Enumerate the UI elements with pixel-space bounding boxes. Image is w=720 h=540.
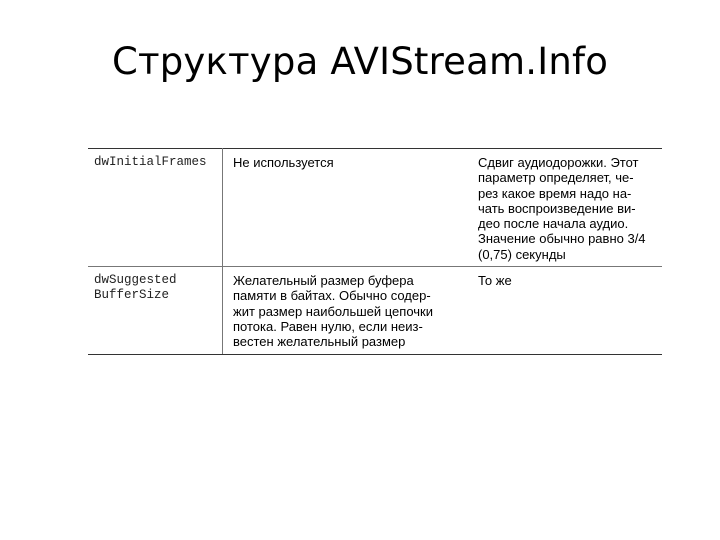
video-description-line: потока. Равен нулю, если неиз-: [233, 318, 423, 334]
video-description-line: вестен желательный размер: [233, 334, 406, 350]
audio-description-line: Значение обычно равно 3/4: [478, 231, 646, 247]
audio-description-cell: [468, 149, 662, 267]
slide-title: Структура AVIStream.Info: [111, 40, 609, 83]
audio-description-line: чать воспроизведение ви-: [478, 200, 636, 216]
table-row-initial-frames: [88, 149, 662, 267]
audio-description-line: део после начала аудио.: [478, 216, 629, 232]
field-name-cell: [88, 267, 223, 354]
field-name-cell: [88, 149, 223, 267]
audio-description-cell: [468, 267, 662, 354]
field-name-line: dwInitialFrames: [94, 155, 207, 169]
audio-description-line: (0,75) секунды: [478, 246, 566, 262]
video-description-line: жит размер наибольшей цепочки: [233, 303, 433, 319]
video-description-line: Не используется: [233, 155, 334, 170]
audio-description-line: То же: [478, 273, 512, 289]
audio-description-line: рез какое время надо на-: [478, 185, 632, 201]
audio-description-line: Сдвиг аудиодорожки. Этот: [478, 155, 639, 170]
video-description-cell: [223, 149, 469, 267]
parameter-table: [88, 148, 662, 355]
field-name-line: BufferSize: [94, 288, 170, 303]
video-description-line: памяти в байтах. Обычно содер-: [233, 288, 431, 304]
audio-description-line: параметр определяет, че-: [478, 170, 634, 186]
table-row-suggested-buffer-size: [88, 267, 662, 354]
video-description-line: Желательный размер буфера: [233, 273, 414, 289]
video-description-cell: [223, 267, 469, 354]
field-name-line: dwSuggested: [94, 273, 177, 288]
